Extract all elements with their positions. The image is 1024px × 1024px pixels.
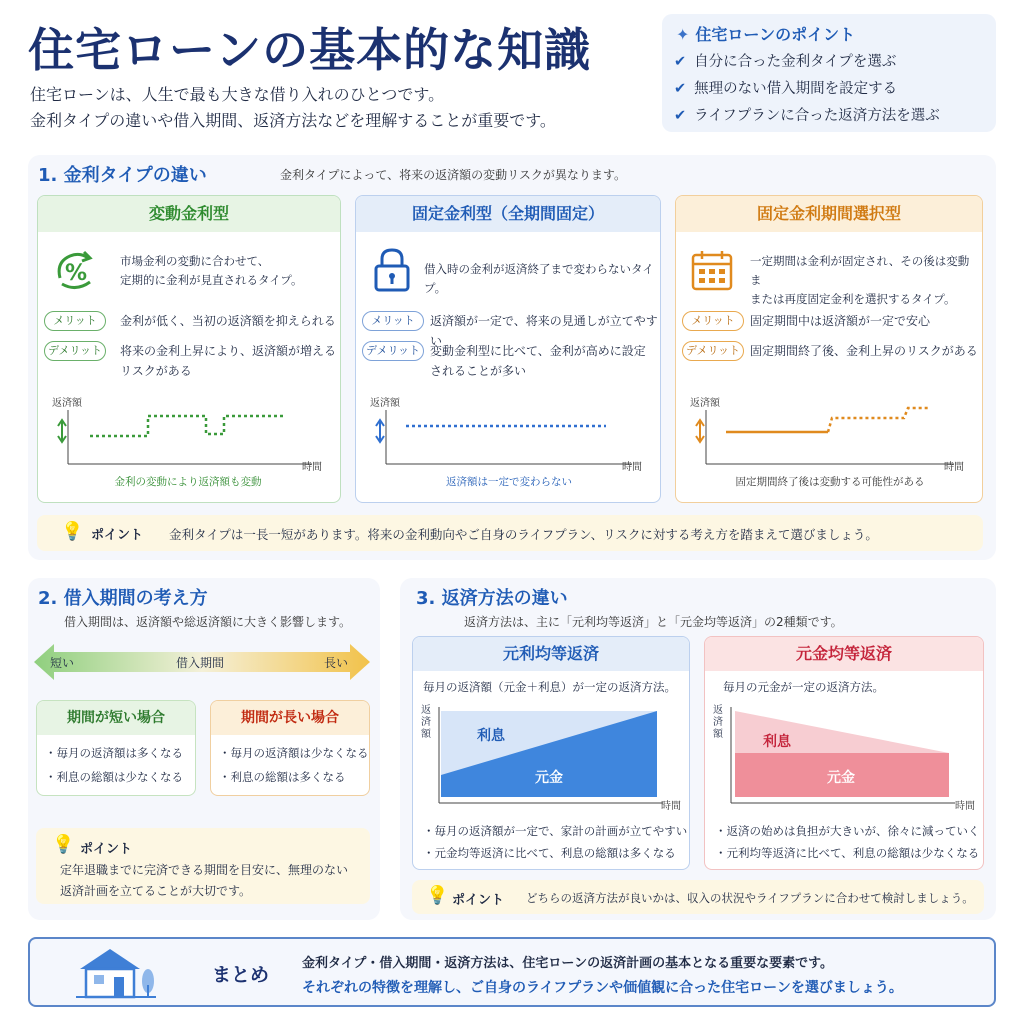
section-2-heading: 2. 借入期間の考え方 bbox=[38, 588, 208, 609]
lightbulb-icon: 💡 bbox=[61, 521, 84, 542]
arrow-label-center: 借入期間 bbox=[176, 656, 225, 670]
list-item: ・利息の総額は多くなる bbox=[219, 770, 346, 784]
chart-caption: 金利の変動により返済額も変動 bbox=[114, 476, 262, 488]
merit-tag: メリット bbox=[44, 311, 106, 331]
key-points-box bbox=[662, 14, 996, 132]
demerit-text: 固定期間終了後、金利上昇のリスクがある bbox=[750, 344, 978, 358]
card-description: 市場金利の変動に合わせて、 定期的に金利が見直されるタイプ。 bbox=[120, 254, 303, 287]
y-axis-label: 返済額 bbox=[713, 705, 723, 740]
point-label: ポイント bbox=[91, 528, 144, 543]
card-fixed-period-rate bbox=[675, 195, 983, 503]
card-title: 固定金利期間選択型 bbox=[676, 196, 982, 232]
card-title: 変動金利型 bbox=[38, 196, 340, 232]
key-point-item: ✔ 無理のない借入期間を設定する bbox=[674, 81, 898, 97]
card-description: 一定期間は金利が固定され、その後は変動ま または再度固定金利を選択するタイプ。 bbox=[750, 254, 970, 306]
merit-text: 固定期間中は返済額が一定で安心 bbox=[750, 314, 931, 328]
y-axis-label: 返済額 bbox=[52, 398, 82, 409]
card-title: 固定金利型（全期間固定） bbox=[356, 196, 660, 232]
key-point-item: ✔ ライフプランに合った返済方法を選ぶ bbox=[674, 108, 940, 124]
y-axis-label: 返済額 bbox=[690, 398, 720, 409]
merit-tag: メリット bbox=[682, 311, 744, 331]
equal-payment-chart bbox=[435, 707, 665, 807]
chart-caption: 返済額は一定で変わらない bbox=[446, 476, 572, 488]
calendar-icon bbox=[690, 248, 734, 292]
area-label-principal: 元金 bbox=[827, 770, 855, 786]
merit-text: 金利が低く、当初の返済額を抑えられる bbox=[120, 314, 336, 328]
list-item: ・元利均等返済に比べて、利息の総額は少なくなる bbox=[715, 846, 980, 860]
section-3-point bbox=[412, 880, 984, 914]
list-item: ・毎月の返済額が一定で、家計の計画が立てやすい bbox=[423, 824, 688, 838]
svg-text:%: % bbox=[65, 261, 88, 286]
key-points-title: ✦ 住宅ローンのポイント bbox=[676, 25, 856, 44]
card-description: 借入時の金利が返済終了まで変わらないタイプ。 bbox=[424, 262, 654, 295]
point-text: どちらの返済方法が良いかは、収入の状況やライフプランに合わせて検討しましょう。 bbox=[526, 891, 974, 905]
check-icon: ✔ bbox=[674, 54, 687, 70]
card-description: 毎月の返済額（元金＋利息）が一定の返済方法。 bbox=[423, 680, 676, 694]
demerit-tag: デメリット bbox=[362, 341, 424, 361]
demerit-tag: デメリット bbox=[44, 341, 106, 361]
short-term-title: 期間が短い場合 bbox=[37, 701, 195, 735]
x-axis-label: 時間 bbox=[955, 801, 975, 812]
key-point-item: ✔ 自分に合った金利タイプを選ぶ bbox=[674, 54, 897, 70]
section-repayment-methods bbox=[400, 578, 996, 920]
x-axis-label: 時間 bbox=[944, 462, 964, 473]
card-description: 毎月の元金が一定の返済方法。 bbox=[723, 680, 884, 694]
card-equal-payment bbox=[412, 636, 690, 870]
list-item: ・毎月の返済額は多くなる bbox=[45, 746, 183, 760]
summary-line-2: それぞれの特徴を理解し、ご自身のライフプランや価値観に合った住宅ローンを選びましょう。 bbox=[302, 980, 903, 996]
intro-line-2: 金利タイプの違いや借入期間、返済方法などを理解することが重要です。 bbox=[30, 111, 556, 130]
point-label: ポイント bbox=[80, 842, 133, 857]
card-variable-rate bbox=[37, 195, 341, 503]
chart-caption: 固定期間終了後は変動する可能性がある bbox=[735, 476, 925, 488]
check-icon: ✔ bbox=[674, 108, 687, 124]
lock-icon bbox=[372, 246, 412, 294]
list-item: ・利息の総額は少なくなる bbox=[45, 770, 183, 784]
list-item: ・毎月の返済額は少なくなる bbox=[219, 746, 369, 760]
section-3-heading: 3. 返済方法の違い bbox=[416, 588, 568, 609]
long-term-title: 期間が長い場合 bbox=[211, 701, 369, 735]
merit-tag: メリット bbox=[362, 311, 424, 331]
intro-line-1: 住宅ローンは、人生で最も大きな借り入れのひとつです。 bbox=[30, 85, 445, 104]
summary-box bbox=[28, 937, 996, 1007]
section-1-description: 金利タイプによって、将来の返済額の変動リスクが異なります。 bbox=[280, 168, 626, 182]
demerit-tag: デメリット bbox=[682, 341, 744, 361]
page-title: 住宅ローンの基本的な知識 bbox=[28, 23, 592, 77]
section-2-description: 借入期間は、返済額や総返済額に大きく影響します。 bbox=[64, 615, 352, 629]
arrow-label-short: 短い bbox=[50, 656, 75, 670]
card-fixed-rate bbox=[355, 195, 661, 503]
check-icon: ✔ bbox=[674, 81, 687, 97]
percent-cycle-icon bbox=[50, 248, 102, 292]
summary-line-1: 金利タイプ・借入期間・返済方法は、住宅ローンの返済計画の基本となる重要な要素です。 bbox=[302, 956, 834, 971]
fixed-period-payment-chart bbox=[694, 406, 958, 468]
section-loan-term bbox=[28, 578, 380, 920]
summary-label: まとめ bbox=[212, 964, 270, 986]
sparkle-icon: ✦ bbox=[676, 25, 690, 44]
demerit-text: 将来の金利上昇により、返済額が増える リスクがある bbox=[120, 344, 337, 378]
x-axis-label: 時間 bbox=[661, 801, 681, 812]
point-text-line-2: 返済計画を立てることが大切です。 bbox=[60, 884, 252, 898]
long-term-card bbox=[210, 700, 370, 796]
demerit-text: 変動金利型に比べて、金利が高めに設定 されることが多い bbox=[430, 344, 646, 378]
section-1-point bbox=[37, 515, 983, 551]
point-text-line-1: 定年退職までに完済できる期間を目安に、無理のない bbox=[60, 863, 349, 877]
short-term-card bbox=[36, 700, 196, 796]
x-axis-label: 時間 bbox=[622, 462, 642, 473]
area-label-interest: 利息 bbox=[763, 734, 791, 750]
lightbulb-icon: 💡 bbox=[426, 885, 449, 906]
variable-payment-chart bbox=[56, 406, 316, 468]
area-label-principal: 元金 bbox=[535, 770, 563, 786]
card-title: 元金均等返済 bbox=[705, 637, 983, 671]
list-item: ・元金均等返済に比べて、利息の総額は多くなる bbox=[423, 846, 676, 860]
list-item: ・返済の始めは負担が大きいが、徐々に減っていく bbox=[715, 824, 980, 838]
card-title: 元利均等返済 bbox=[413, 637, 689, 671]
arrow-label-long: 長い bbox=[324, 656, 349, 670]
area-label-interest: 利息 bbox=[477, 728, 505, 744]
section-3-description: 返済方法は、主に「元利均等返済」と「元金均等返済」の2種類です。 bbox=[464, 615, 843, 629]
point-text: 金利タイプは一長一短があります。将来の金利動向やご自身のライフプラン、リスクに対する考え方を踏まえて選びましょう。 bbox=[169, 527, 878, 542]
lightbulb-icon: 💡 bbox=[52, 834, 75, 855]
card-equal-principal bbox=[704, 636, 984, 870]
section-1-heading: 1. 金利タイプの違い bbox=[38, 165, 207, 186]
x-axis-label: 時間 bbox=[302, 462, 322, 473]
merit-text: 返済額が一定で、将来の見通しが立てやすい bbox=[430, 314, 658, 348]
section-2-point bbox=[36, 828, 370, 904]
fixed-payment-chart bbox=[374, 406, 636, 468]
y-axis-label: 返済額 bbox=[421, 705, 431, 740]
equal-principal-chart bbox=[727, 707, 957, 807]
section-interest-types bbox=[28, 155, 996, 560]
point-label: ポイント bbox=[452, 893, 505, 908]
y-axis-label: 返済額 bbox=[370, 398, 400, 409]
house-icon bbox=[76, 945, 156, 1001]
